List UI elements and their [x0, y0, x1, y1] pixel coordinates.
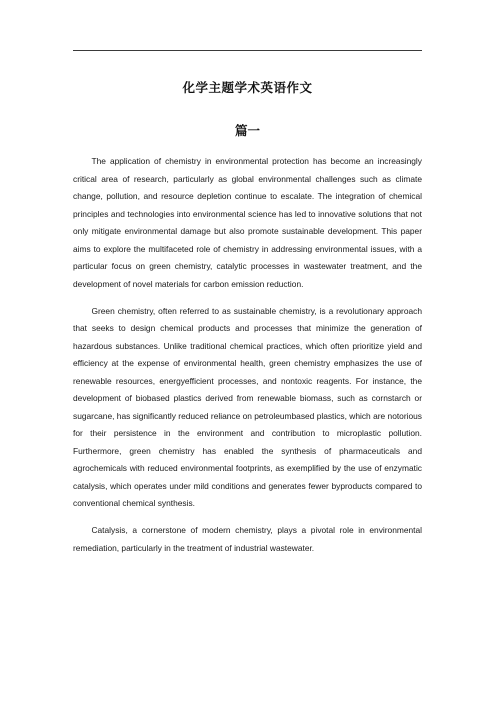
document-body — [73, 153, 422, 567]
paragraph-green-chemistry: Green chemistry, often referred to as sustainable chemistry, is a revolutionary approach that seeks to design chemical products and processes that minimize the generation of hazardous substances. Unlike traditional chemical practices, which often prioritize yield and efficiency at the expense of environmental health, green chemistry emphasizes the use of renewable resources, energyefficient processes, and nontoxic reagents. For instance, the development of biobased plastics derived from renewable biomass, such as cornstarch or sugarcane, has significantly reduced reliance on petroleumbased plastics, which are notorious for their persistence in the environment and contribution to microplastic pollution. Furthermore, green chemistry has enabled the synthesis of pharmaceuticals and agrochemicals with reduced environmental footprints, as exemplified by the use of enzymatic catalysis, which operates under mild conditions and generates fewer byproducts compared to conventional chemical synthesis. — [73, 305, 422, 508]
section-heading: 篇一 — [234, 123, 260, 138]
paragraph-catalysis: Catalysis, a cornerstone of modern chemistry, plays a pivotal role in environmental remediation, particularly in the treatment of industrial wastewater. — [73, 525, 422, 553]
document-title: 化学主题学术英语作文 — [182, 80, 313, 95]
paragraph-intro: The application of chemistry in environmental protection has become an increasingly critical area of research, particularly as global environmental challenges such as climate change, pollution, and resource depletion continue to escalate. The integration of chemical principles and technologies into environmental science has led to innovative solutions that not only mitigate environmental damage but also promote sustainable development. This paper aims to explore the multifaceted role of chemistry in addressing environmental issues, with a particular focus on green chemistry, catalytic processes in wastewater treatment, and the development of novel materials for carbon emission reduction. — [73, 156, 422, 289]
header-rule — [73, 50, 422, 51]
